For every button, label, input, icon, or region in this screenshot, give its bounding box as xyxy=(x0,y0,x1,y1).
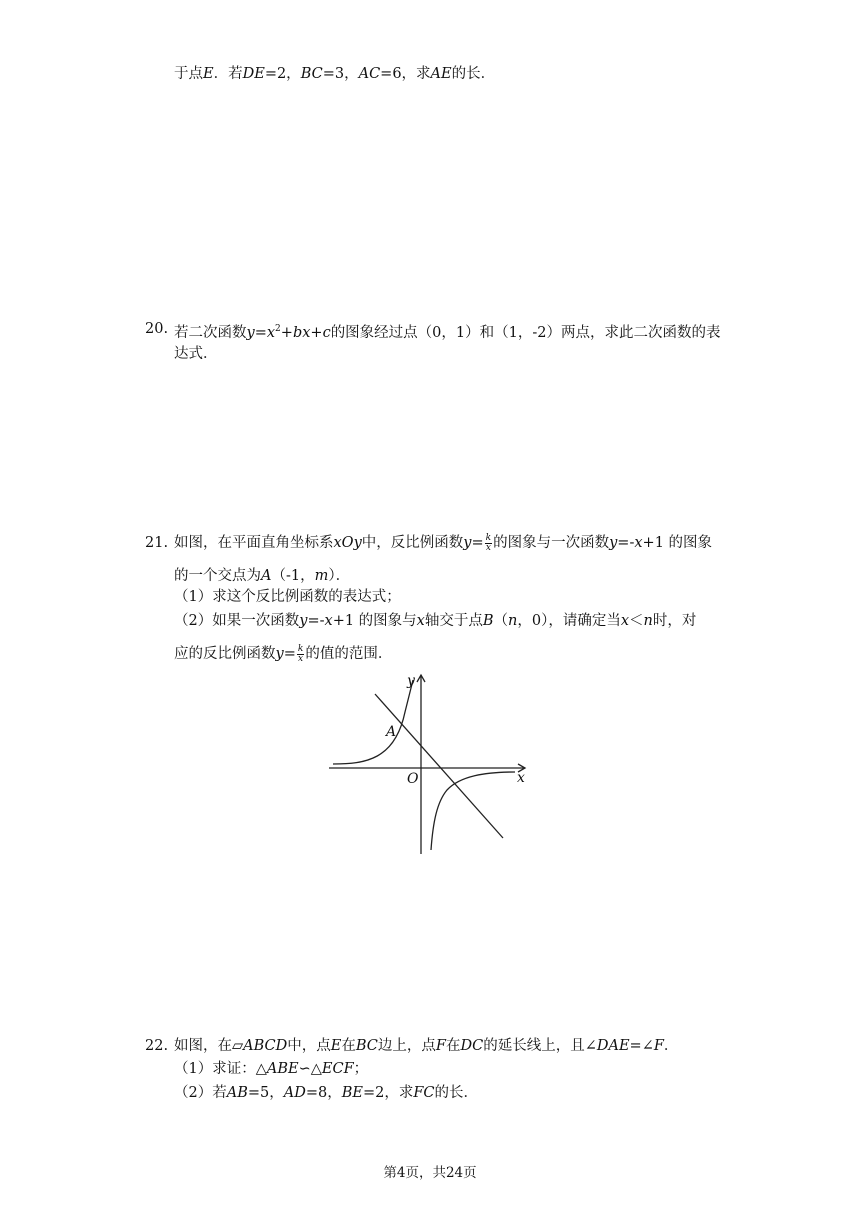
q22-line-1: 如图，在▱ABCD中，点E在BC边上，点F在DC的延长线上，且∠DAE=∠F． xyxy=(174,1038,679,1054)
origin-label: O xyxy=(407,771,419,787)
q21-line-2: 的一个交点为A（-1，m）． xyxy=(174,568,351,584)
q21-line-1: 如图，在平面直角坐标系xOy中，反比例函数y= $\frac{k}{x}$ 的图象与一次函数y=-x+1 的图象 xyxy=(174,532,713,553)
fraction-k-over-x: $\frac{k}{x}$ xyxy=(485,532,492,553)
q21-number: 21. xyxy=(145,535,169,551)
hyperbola-branch-upper-left xyxy=(333,680,413,764)
q22-part-2: （2）若AB=5，AD=8，BE=2，求FC的长． xyxy=(174,1085,479,1101)
q20-line-1: 若二次函数$y=x^2+bx+c$的图象经过点（0，1）和（1，-2）两点，求此二次函数的表 xyxy=(174,324,721,341)
q19-tail-line: 于点E．若DE=2，BC=3，AC=6，求AE的长． xyxy=(174,66,496,82)
q21-part-1: （1）求这个反比例函数的表达式； xyxy=(174,589,401,605)
q21-line-4: （2）如果一次函数y=-x+1 的图象与x轴交于点B（n，0），请确定当x＜n时，对 xyxy=(174,613,697,629)
fraction-k-over-x-2: $\frac{k}{x}$ xyxy=(297,643,304,664)
q22-part-1: （1）求证：△ABE∽△ECF； xyxy=(174,1061,369,1077)
page-footer: 第4页，共24页 xyxy=(383,1165,477,1181)
q20-number: 20. xyxy=(145,321,169,337)
y-axis-label: y xyxy=(407,673,415,689)
point-a-label: A xyxy=(386,724,397,740)
q21-line-5: 应的反比例函数y= $\frac{k}{x}$ 的值的范围． xyxy=(174,643,393,664)
coordinate-graph xyxy=(325,672,535,857)
linear-function-line xyxy=(375,694,503,838)
q22-number: 22. xyxy=(145,1038,169,1054)
q20-line-2: 达式． xyxy=(174,346,218,362)
x-axis-label: x xyxy=(517,770,525,786)
